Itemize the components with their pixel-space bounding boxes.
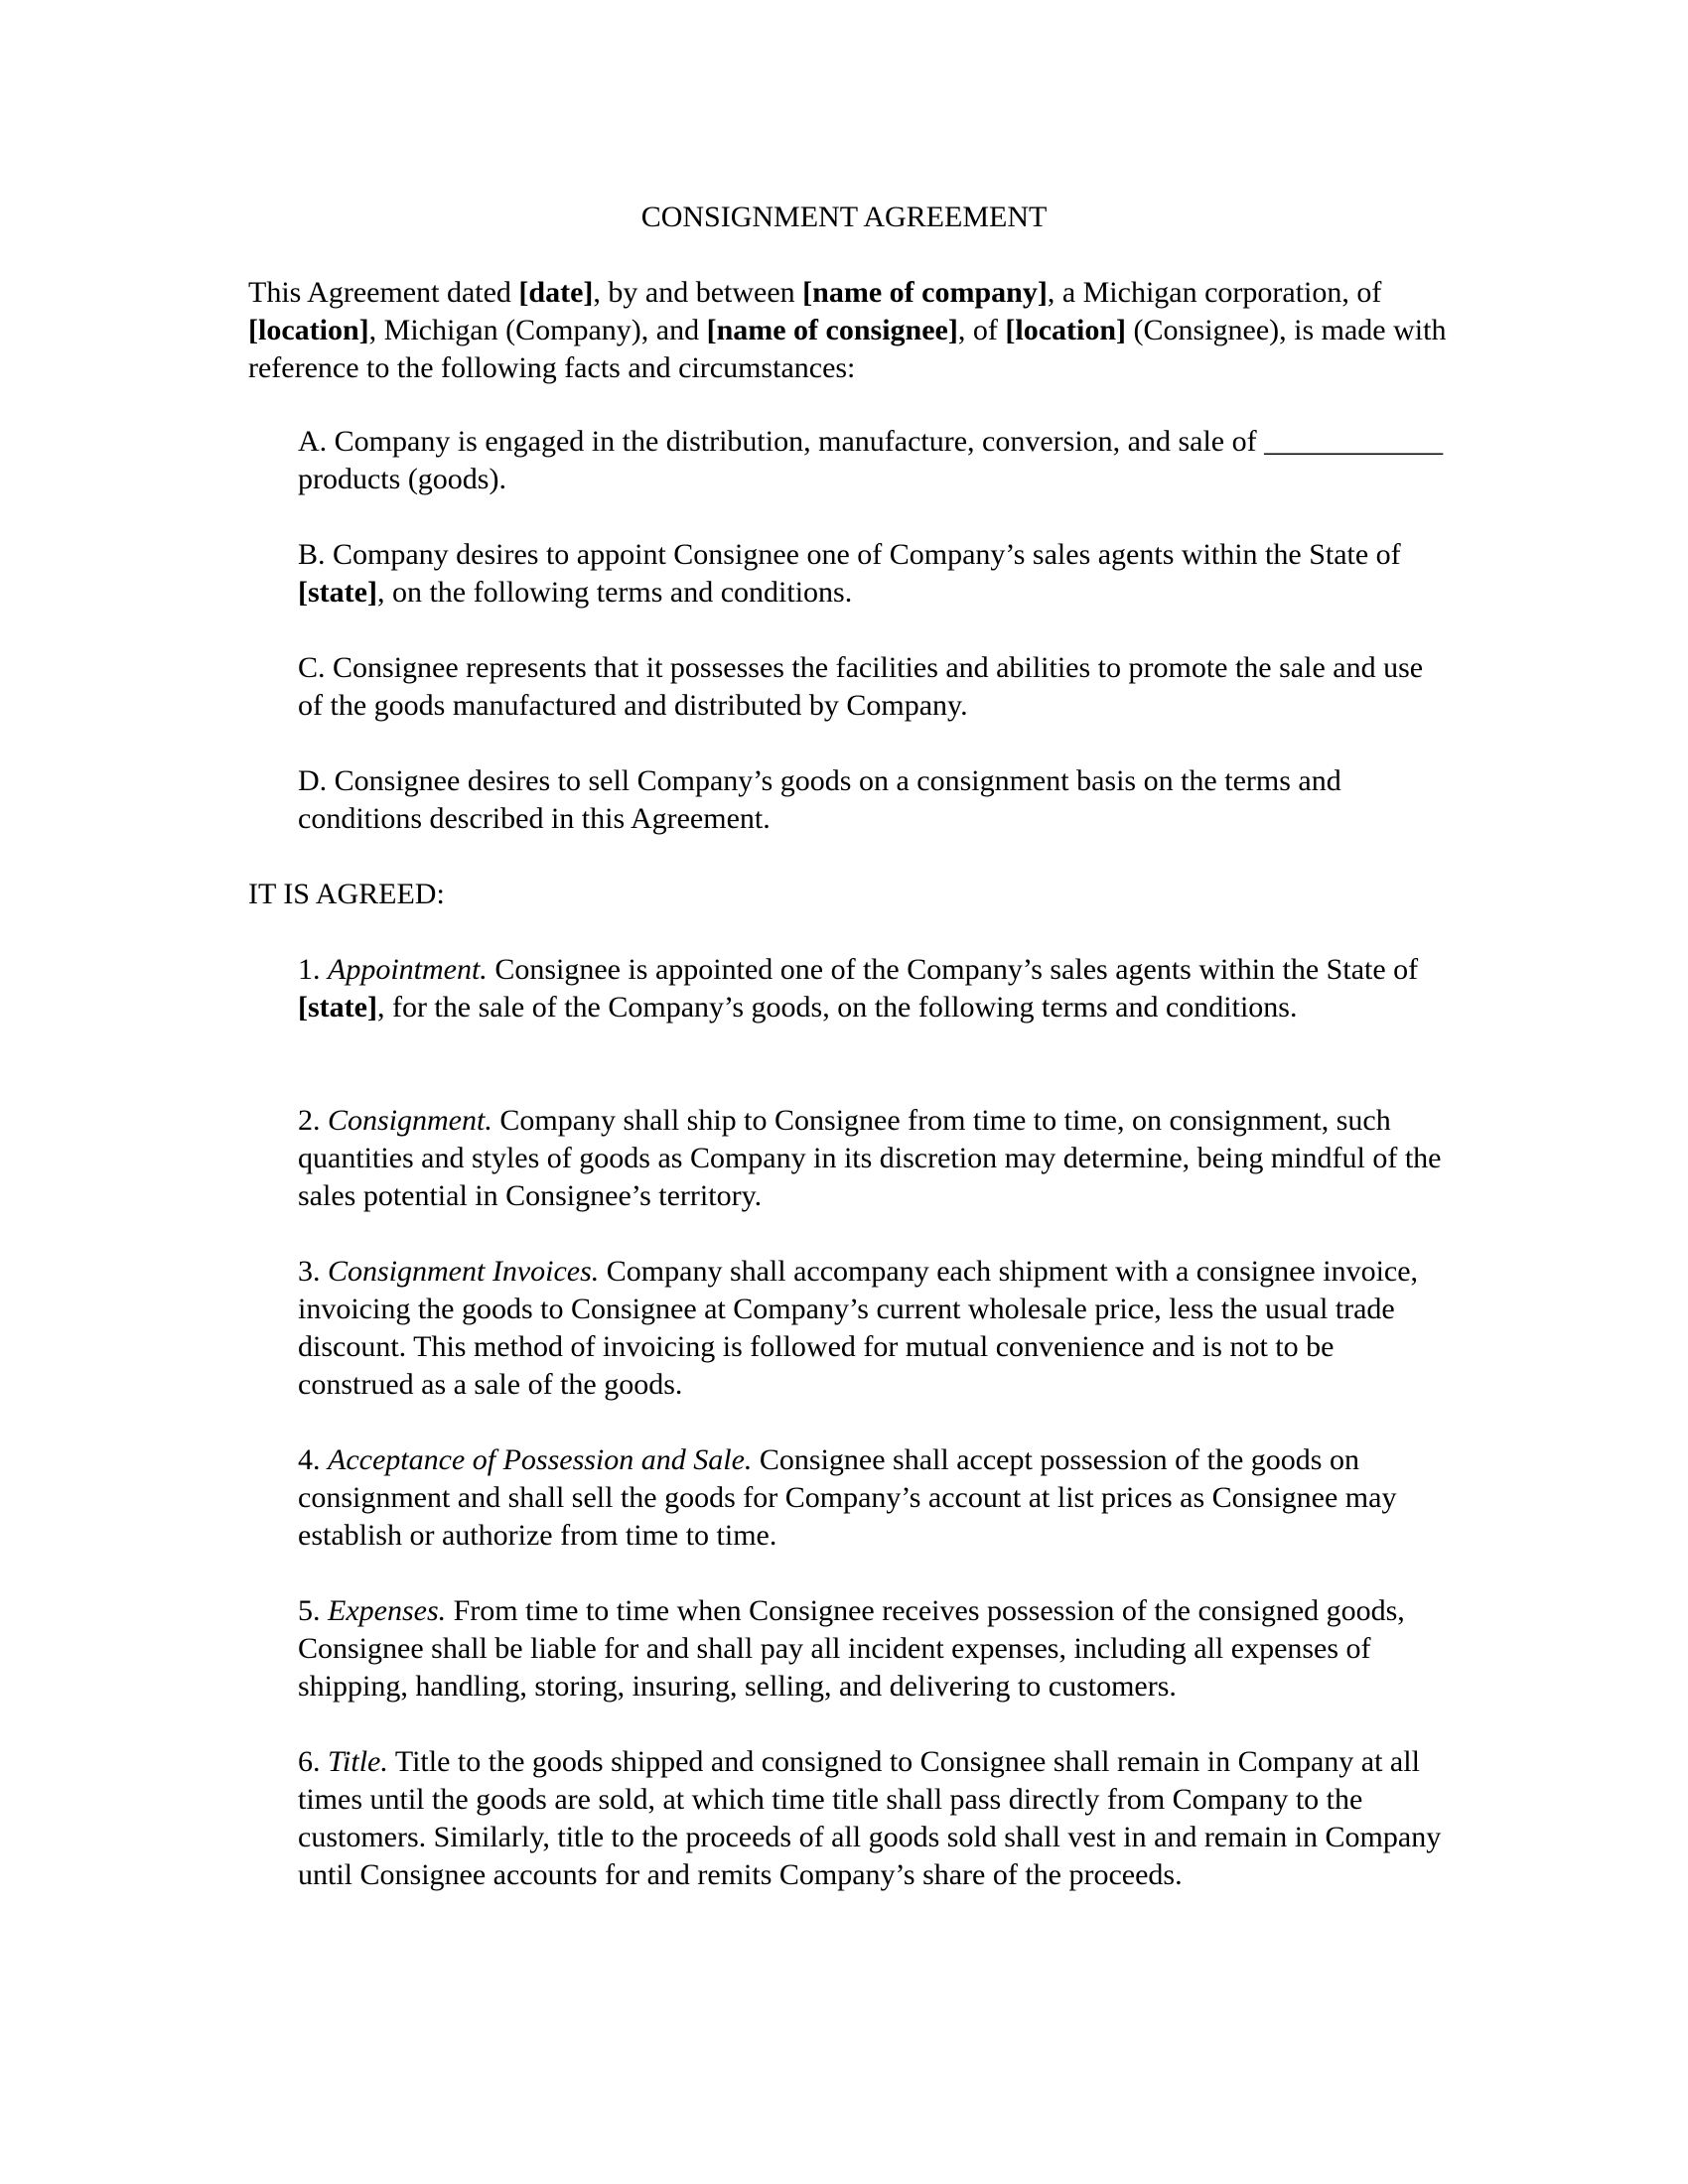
clause-number: 1. <box>298 953 328 986</box>
clause-heading: Expenses. <box>328 1594 447 1627</box>
document-title: CONSIGNMENT AGREEMENT <box>640 201 1048 233</box>
clause-heading: Title. <box>328 1745 388 1778</box>
clause-number: 5. <box>298 1594 328 1627</box>
clause-1-appointment <box>298 951 1450 1026</box>
recital-a: A. Company is engaged in the distribution, manufacture, conversion, and sale of ____________ products (goods). <box>298 425 1444 495</box>
clause-text: , for the sale of the Company’s goods, on the following terms and conditions. <box>376 991 1298 1024</box>
consignee-location-placeholder: [location] <box>1005 314 1127 346</box>
company-name-placeholder: [name of company] <box>802 276 1048 309</box>
recital-text: , on the following terms and conditions. <box>376 576 853 609</box>
intro-text: , by and between <box>593 276 803 309</box>
it-is-agreed-heading: IT IS AGREED: <box>248 878 445 910</box>
clause-3-consignment-invoices <box>298 1253 1450 1404</box>
clause-text: Consignee shall accept possession of the goods on consignment and shall sell the goods for Company’s account at list prices as Consignee may establish or authorize from time to time. <box>298 1443 1397 1552</box>
intro-paragraph <box>248 274 1450 387</box>
clause-number: 4. <box>298 1443 328 1476</box>
recital-text: B. Company desires to appoint Consignee one of Company’s sales agents within the State of <box>298 538 1401 571</box>
intro-text: , of <box>957 314 1006 346</box>
recital-b <box>298 536 1450 612</box>
clause-heading: Appointment. <box>328 953 488 986</box>
clause-2-consignment <box>298 1102 1450 1215</box>
clause-text: Company shall accompany each shipment with a consignee invoice, invoicing the goods to Consignee at Company’s current wholesale price, less the usual trade discount. This method of invoicing is followed for mutual convenience and is not to be construed as a sale of the goods. <box>298 1255 1419 1401</box>
intro-text: , Michigan (Company), and <box>368 314 707 346</box>
intro-text: This Agreement dated <box>248 276 519 309</box>
clause-heading: Consignment Invoices. <box>328 1255 600 1288</box>
intro-text: , a Michigan corporation, of <box>1047 276 1382 309</box>
clause-number: 2. <box>298 1104 328 1137</box>
clause-6-title <box>298 1743 1450 1894</box>
state-placeholder: [state] <box>298 991 377 1024</box>
consignee-name-placeholder: [name of consignee] <box>706 314 958 346</box>
recital-d: D. Consignee desires to sell Company’s goods on a consignment basis on the terms and conditions described in this Agreement. <box>298 764 1341 835</box>
intro-text: (Consignee), is made with reference to the following facts and circumstances: <box>248 314 1447 384</box>
date-placeholder: [date] <box>518 276 594 309</box>
state-placeholder: [state] <box>298 576 377 609</box>
clause-text: Title to the goods shipped and consigned to Consignee shall remain in Company at all times until the goods are sold, at which time title shall pass directly from Company to the customers. Similarly, title to the proceeds of all goods sold shall vest in and remain in Company until Consignee accounts for and remits Company’s share of the proceeds. <box>298 1745 1442 1891</box>
clause-text: Company shall ship to Consignee from time to time, on consignment, such quantities and styles of goods as Company in its discretion may determine, being mindful of the sales potential in Consignee’s territory. <box>298 1104 1442 1212</box>
company-location-placeholder: [location] <box>248 314 369 346</box>
recital-c: C. Consignee represents that it possesses the facilities and abilities to promote the sale and use of the goods manufactured and distributed by Company. <box>298 651 1424 722</box>
clause-number: 3. <box>298 1255 328 1288</box>
clause-4-acceptance <box>298 1441 1450 1555</box>
clause-5-expenses <box>298 1592 1450 1706</box>
clause-heading: Acceptance of Possession and Sale. <box>328 1443 753 1476</box>
clause-text: From time to time when Consignee receives possession of the consigned goods, Consignee shall be liable for and shall pay all incident expenses, including all expenses of shipping, handling, storing, insuring, selling, and delivering to customers. <box>298 1594 1405 1703</box>
clause-heading: Consignment. <box>328 1104 492 1137</box>
clause-text: Consignee is appointed one of the Company’s sales agents within the State of <box>487 953 1419 986</box>
clause-number: 6. <box>298 1745 328 1778</box>
